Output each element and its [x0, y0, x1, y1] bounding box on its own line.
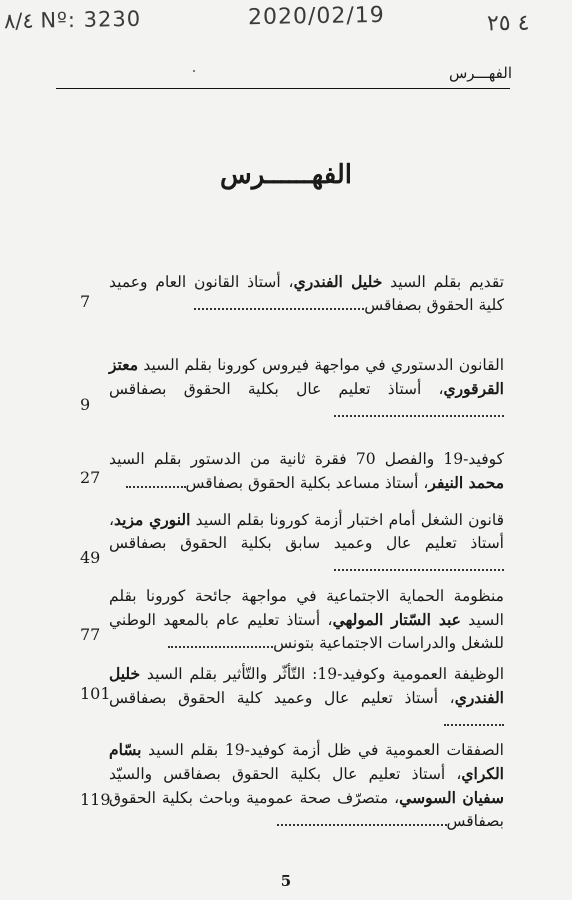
toc-entry-text: قانون الشغل أمام اختبار أزمة كورونا بقلم السيد النوري مزيد، أستاذ تعليم عال وعميد سابق بكلية الحقوق بصفاقس: [109, 508, 504, 578]
author-name: خليل الفندري: [109, 664, 504, 707]
toc-page-number: 27: [80, 468, 101, 487]
dot-leader: [194, 298, 364, 310]
dot-leader: [334, 405, 504, 417]
toc-page-number: 77: [80, 625, 101, 644]
dot-leader: [168, 636, 273, 648]
handwritten-reference-number: ٨/٤ Nº: 3230: [3, 6, 142, 34]
toc-entry-text: القانون الدستوري في مواجهة فيروس كورونا بقلم السيد معتز القرقوري، أستاذ تعليم عال بكلية الحقوق بصفاقس: [109, 353, 504, 424]
author-name: بسّام الكراي: [109, 740, 504, 783]
toc-entry-text: تقديم بقلم السيد خليل الفندري، أستاذ القانون العام وعميد كلية الحقوق بصفاقس: [109, 272, 504, 314]
toc-page-number: 119: [80, 790, 111, 809]
page-title: الفهــــــرس: [219, 160, 353, 190]
dot-leader: [334, 559, 504, 571]
toc-page-number: 101: [80, 684, 111, 703]
dot-leader: [444, 714, 504, 726]
dot-leader: [277, 814, 447, 826]
toc-page-number: 9: [80, 395, 91, 414]
toc-page-number: 49: [80, 548, 101, 567]
author-name: خليل الفندري: [293, 272, 383, 291]
header-rule: [56, 88, 510, 89]
toc-entry-text: الوظيفة العمومية وكوفيد-19: التّأثّر والتّأثير بقلم السيد خليل الفندري، أستاذ تعليم عال وعميد كلية الحقوق بصفاقس: [109, 662, 504, 733]
toc-entry-text: منظومة الحماية الاجتماعية في مواجهة جائحة كورونا بقلم السيد عبد السّتار المولهي، أستاذ تعليم عام بالمعهد الوطني للشغل والدراسات الاجتماعية بتونس: [109, 587, 504, 652]
author-name: معتز القرقوري: [109, 355, 504, 398]
running-header: الفهـــرس: [448, 64, 512, 82]
toc-entry-text: كوفيد-19 والفصل 70 فقرة ثانية من الدستور بقلم السيد محمد النيفر، أستاذ مساعد بكلية الحقوق بصفاقس: [109, 450, 504, 492]
toc-page-number: 7: [80, 292, 91, 311]
scan-speck: [193, 70, 195, 72]
page-number: 5: [280, 872, 292, 890]
handwritten-date: 2020/02/19: [247, 2, 386, 31]
author-name: النوري مزيد: [114, 510, 191, 529]
author-name: محمد النيفر: [428, 473, 504, 492]
author-name: عبد السّتار المولهي: [332, 610, 461, 629]
toc-entry-text: الصفقات العمومية في ظل أزمة كوفيد-19 بقلم السيد بسّام الكراي، أستاذ تعليم عال بكلية الحقوق بصفاقس والسيّد سفيان السوسي، متصرّف صحة عمومية وباحث بكلية الحقوق بصفاقس: [109, 740, 504, 830]
handwritten-mark: ٤ ٢٥: [486, 10, 530, 37]
author-name: سفيان السوسي: [399, 788, 504, 807]
dot-leader: [126, 476, 186, 488]
